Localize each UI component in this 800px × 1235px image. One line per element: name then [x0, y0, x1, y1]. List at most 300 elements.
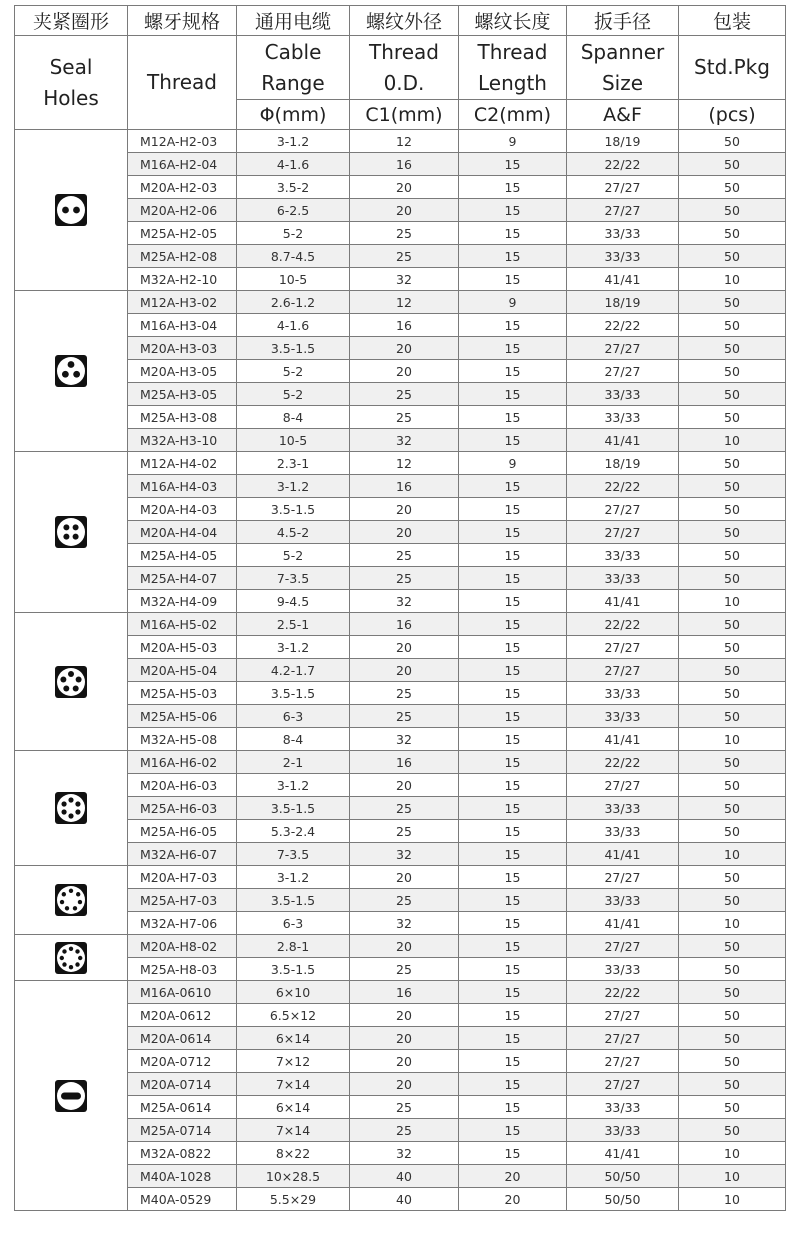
cell-model: M25A-H6-05	[128, 820, 237, 843]
table-row	[15, 797, 786, 820]
cell-od: 25	[350, 1119, 459, 1142]
cell-spanner: 22/22	[567, 981, 679, 1004]
cell-od: 16	[350, 475, 459, 498]
cell-od: 25	[350, 797, 459, 820]
header-row-chinese	[15, 6, 786, 36]
cell-length: 9	[459, 291, 567, 314]
table-row	[15, 130, 786, 153]
cell-model: M40A-1028	[128, 1165, 237, 1188]
cell-od: 25	[350, 567, 459, 590]
table-row	[15, 360, 786, 383]
cell-spanner: 27/27	[567, 774, 679, 797]
cell-model: M25A-H6-03	[128, 797, 237, 820]
cell-length: 15	[459, 360, 567, 383]
cell-length: 15	[459, 682, 567, 705]
cell-model: M16A-H6-02	[128, 751, 237, 774]
cell-length: 15	[459, 429, 567, 452]
cell-model: M25A-H4-07	[128, 567, 237, 590]
header-std-pkg: Std.Pkg	[679, 36, 786, 100]
cell-model: M25A-H5-06	[128, 705, 237, 728]
table-row	[15, 314, 786, 337]
cell-model: M16A-H4-03	[128, 475, 237, 498]
cell-spanner: 33/33	[567, 406, 679, 429]
cell-range: 3-1.2	[237, 774, 350, 797]
cell-length: 9	[459, 130, 567, 153]
cell-spanner: 18/19	[567, 130, 679, 153]
cell-model: M20A-H6-03	[128, 774, 237, 797]
cell-pkg: 50	[679, 636, 786, 659]
cell-length: 15	[459, 1027, 567, 1050]
cell-range: 5-2	[237, 360, 350, 383]
cell-pkg: 10	[679, 429, 786, 452]
cell-length: 15	[459, 590, 567, 613]
cell-od: 16	[350, 981, 459, 1004]
cell-range: 6×14	[237, 1096, 350, 1119]
table-row	[15, 935, 786, 958]
cell-range: 2-1	[237, 751, 350, 774]
cell-pkg: 50	[679, 406, 786, 429]
cell-od: 20	[350, 1073, 459, 1096]
cell-range: 5-2	[237, 383, 350, 406]
cell-model: M12A-H3-02	[128, 291, 237, 314]
cell-pkg: 50	[679, 521, 786, 544]
cell-length: 20	[459, 1188, 567, 1211]
cell-spanner: 33/33	[567, 544, 679, 567]
cell-spanner: 50/50	[567, 1165, 679, 1188]
table-row	[15, 1050, 786, 1073]
cell-spanner: 22/22	[567, 153, 679, 176]
cell-od: 20	[350, 521, 459, 544]
cell-model: M25A-H2-05	[128, 222, 237, 245]
cell-model: M20A-H8-02	[128, 935, 237, 958]
cell-model: M20A-H2-03	[128, 176, 237, 199]
cell-length: 15	[459, 705, 567, 728]
cell-od: 20	[350, 774, 459, 797]
cell-length: 15	[459, 498, 567, 521]
cell-model: M32A-H5-08	[128, 728, 237, 751]
cell-spanner: 33/33	[567, 222, 679, 245]
header-spanner-line2: Size	[601, 70, 644, 95]
cell-model: M20A-H3-05	[128, 360, 237, 383]
header-spanner-line1: Spanner	[580, 39, 665, 64]
cell-length: 15	[459, 613, 567, 636]
cell-pkg: 50	[679, 222, 786, 245]
cell-pkg: 50	[679, 360, 786, 383]
seal-shape-cell	[15, 291, 128, 452]
cell-od: 25	[350, 705, 459, 728]
header-cn-thread-spec: 螺牙规格	[128, 6, 237, 36]
cell-spanner: 41/41	[567, 843, 679, 866]
cell-od: 16	[350, 314, 459, 337]
cell-model: M16A-H5-02	[128, 613, 237, 636]
seal-shape-cell	[15, 866, 128, 935]
cell-pkg: 50	[679, 981, 786, 1004]
cell-model: M12A-H2-03	[128, 130, 237, 153]
table-row	[15, 406, 786, 429]
cell-length: 15	[459, 1096, 567, 1119]
cell-range: 5.5×29	[237, 1188, 350, 1211]
unit-cable-range: Φ(mm)	[237, 100, 350, 130]
cell-pkg: 10	[679, 1188, 786, 1211]
cell-length: 15	[459, 406, 567, 429]
cell-range: 5-2	[237, 544, 350, 567]
table-row	[15, 659, 786, 682]
cell-length: 15	[459, 935, 567, 958]
cell-length: 15	[459, 544, 567, 567]
spec-table-container	[14, 5, 785, 1211]
seal-shape-cell	[15, 452, 128, 613]
cell-model: M12A-H4-02	[128, 452, 237, 475]
cell-pkg: 50	[679, 889, 786, 912]
unit-thread-length: C2(mm)	[459, 100, 567, 130]
cell-spanner: 22/22	[567, 475, 679, 498]
cell-model: M32A-H7-06	[128, 912, 237, 935]
cell-od: 25	[350, 682, 459, 705]
cell-spanner: 33/33	[567, 889, 679, 912]
cell-pkg: 50	[679, 682, 786, 705]
cell-length: 15	[459, 475, 567, 498]
cell-range: 8-4	[237, 728, 350, 751]
cell-range: 4-1.6	[237, 153, 350, 176]
cell-pkg: 10	[679, 1142, 786, 1165]
header-thread-od	[350, 36, 459, 100]
seal-shape-cell	[15, 130, 128, 291]
table-row	[15, 222, 786, 245]
cell-range: 3.5-1.5	[237, 958, 350, 981]
cell-pkg: 50	[679, 1119, 786, 1142]
cell-spanner: 27/27	[567, 521, 679, 544]
cell-od: 25	[350, 889, 459, 912]
cell-spanner: 18/19	[567, 452, 679, 475]
cell-od: 16	[350, 153, 459, 176]
header-cn-package: 包装	[679, 6, 786, 36]
cell-od: 32	[350, 1142, 459, 1165]
cell-length: 15	[459, 912, 567, 935]
cell-length: 15	[459, 797, 567, 820]
cell-length: 15	[459, 567, 567, 590]
cell-spanner: 27/27	[567, 360, 679, 383]
cell-model: M32A-H4-09	[128, 590, 237, 613]
cell-pkg: 50	[679, 176, 786, 199]
cell-pkg: 50	[679, 866, 786, 889]
table-row	[15, 1188, 786, 1211]
cell-model: M32A-H6-07	[128, 843, 237, 866]
cell-od: 25	[350, 406, 459, 429]
cell-range: 5-2	[237, 222, 350, 245]
cell-od: 20	[350, 1027, 459, 1050]
6-hole-icon	[54, 791, 88, 825]
cell-range: 3.5-1.5	[237, 889, 350, 912]
cell-length: 15	[459, 958, 567, 981]
cell-spanner: 41/41	[567, 268, 679, 291]
cell-pkg: 50	[679, 1050, 786, 1073]
cell-length: 15	[459, 153, 567, 176]
cell-pkg: 10	[679, 1165, 786, 1188]
cell-model: M20A-H4-04	[128, 521, 237, 544]
cell-range: 4-1.6	[237, 314, 350, 337]
cell-length: 15	[459, 337, 567, 360]
cell-model: M20A-0714	[128, 1073, 237, 1096]
cell-spanner: 33/33	[567, 958, 679, 981]
cell-od: 32	[350, 590, 459, 613]
table-row	[15, 1027, 786, 1050]
cell-length: 15	[459, 751, 567, 774]
cell-length: 15	[459, 1050, 567, 1073]
cell-model: M32A-H2-10	[128, 268, 237, 291]
cell-spanner: 33/33	[567, 567, 679, 590]
cell-range: 6.5×12	[237, 1004, 350, 1027]
table-row	[15, 291, 786, 314]
cell-pkg: 50	[679, 797, 786, 820]
header-seal-line2: Holes	[43, 85, 99, 110]
cell-pkg: 50	[679, 498, 786, 521]
table-row	[15, 590, 786, 613]
header-cn-thread-od: 螺纹外径	[350, 6, 459, 36]
table-row	[15, 958, 786, 981]
cell-model: M20A-H5-03	[128, 636, 237, 659]
header-row-english	[15, 36, 786, 100]
cell-spanner: 41/41	[567, 912, 679, 935]
table-row	[15, 1165, 786, 1188]
cell-range: 3-1.2	[237, 475, 350, 498]
table-row	[15, 383, 786, 406]
cell-spanner: 41/41	[567, 1142, 679, 1165]
cell-range: 8-4	[237, 406, 350, 429]
cell-pkg: 50	[679, 567, 786, 590]
cell-length: 15	[459, 1119, 567, 1142]
cell-od: 20	[350, 1004, 459, 1027]
cell-pkg: 50	[679, 820, 786, 843]
table-row	[15, 567, 786, 590]
cell-model: M25A-H3-08	[128, 406, 237, 429]
cell-model: M20A-H4-03	[128, 498, 237, 521]
cell-spanner: 18/19	[567, 291, 679, 314]
table-row	[15, 475, 786, 498]
cell-model: M16A-H3-04	[128, 314, 237, 337]
cell-length: 15	[459, 1073, 567, 1096]
cell-od: 20	[350, 866, 459, 889]
cell-range: 2.3-1	[237, 452, 350, 475]
cell-length: 15	[459, 222, 567, 245]
cell-length: 15	[459, 866, 567, 889]
table-row	[15, 1096, 786, 1119]
cell-pkg: 50	[679, 613, 786, 636]
cell-od: 20	[350, 935, 459, 958]
cell-od: 20	[350, 659, 459, 682]
cell-od: 20	[350, 360, 459, 383]
cell-length: 15	[459, 636, 567, 659]
cell-spanner: 27/27	[567, 659, 679, 682]
cell-pkg: 50	[679, 452, 786, 475]
cell-length: 15	[459, 728, 567, 751]
cell-length: 15	[459, 199, 567, 222]
header-cable-line2: Range	[261, 70, 325, 95]
cell-spanner: 33/33	[567, 245, 679, 268]
cell-od: 12	[350, 452, 459, 475]
header-cn-thread-length: 螺纹长度	[459, 6, 567, 36]
cell-od: 40	[350, 1188, 459, 1211]
cell-model: M20A-H7-03	[128, 866, 237, 889]
header-thread: Thread	[128, 36, 237, 130]
table-row	[15, 613, 786, 636]
cell-range: 9-4.5	[237, 590, 350, 613]
cell-range: 6-3	[237, 705, 350, 728]
cell-pkg: 50	[679, 659, 786, 682]
cell-spanner: 27/27	[567, 1027, 679, 1050]
cell-spanner: 22/22	[567, 751, 679, 774]
cell-length: 15	[459, 843, 567, 866]
cell-model: M20A-0612	[128, 1004, 237, 1027]
cell-od: 16	[350, 613, 459, 636]
header-cn-spanner: 扳手径	[567, 6, 679, 36]
table-row	[15, 912, 786, 935]
cell-spanner: 33/33	[567, 1119, 679, 1142]
table-row	[15, 705, 786, 728]
cell-pkg: 50	[679, 544, 786, 567]
table-row	[15, 682, 786, 705]
cell-pkg: 50	[679, 337, 786, 360]
cell-range: 3.5-1.5	[237, 498, 350, 521]
5-hole-icon	[54, 665, 88, 699]
cell-od: 20	[350, 1050, 459, 1073]
table-row	[15, 866, 786, 889]
cell-od: 20	[350, 176, 459, 199]
header-cn-cable-range: 通用电缆	[237, 6, 350, 36]
cell-pkg: 50	[679, 130, 786, 153]
cell-model: M20A-H2-06	[128, 199, 237, 222]
seal-shape-cell	[15, 751, 128, 866]
cell-od: 25	[350, 245, 459, 268]
header-length-line2: Length	[478, 70, 547, 95]
cell-od: 25	[350, 820, 459, 843]
cell-od: 25	[350, 1096, 459, 1119]
cell-od: 25	[350, 383, 459, 406]
flat-cable-hole-icon	[54, 1079, 88, 1113]
cell-model: M25A-H3-05	[128, 383, 237, 406]
cell-range: 3.5-1.5	[237, 337, 350, 360]
cell-range: 3.5-2	[237, 176, 350, 199]
cell-spanner: 27/27	[567, 866, 679, 889]
cell-pkg: 50	[679, 774, 786, 797]
cell-model: M25A-H8-03	[128, 958, 237, 981]
table-row	[15, 199, 786, 222]
cell-spanner: 22/22	[567, 613, 679, 636]
cell-spanner: 27/27	[567, 498, 679, 521]
cell-spanner: 33/33	[567, 682, 679, 705]
cell-od: 40	[350, 1165, 459, 1188]
cell-range: 2.5-1	[237, 613, 350, 636]
seal-shape-cell	[15, 981, 128, 1211]
header-seal-line1: Seal	[49, 54, 93, 79]
seal-shape-cell	[15, 935, 128, 981]
table-row	[15, 774, 786, 797]
8-hole-icon	[54, 941, 88, 975]
cell-pkg: 50	[679, 1027, 786, 1050]
table-body	[15, 130, 786, 1211]
table-row	[15, 337, 786, 360]
cell-spanner: 41/41	[567, 728, 679, 751]
table-row	[15, 429, 786, 452]
cell-length: 15	[459, 820, 567, 843]
cell-spanner: 41/41	[567, 590, 679, 613]
cell-od: 20	[350, 636, 459, 659]
table-row	[15, 1119, 786, 1142]
header-cable-range	[237, 36, 350, 100]
unit-pkg: (pcs)	[679, 100, 786, 130]
cell-od: 12	[350, 130, 459, 153]
table-row	[15, 498, 786, 521]
cell-pkg: 10	[679, 590, 786, 613]
cell-range: 7×14	[237, 1073, 350, 1096]
table-row	[15, 843, 786, 866]
cell-od: 25	[350, 222, 459, 245]
table-row	[15, 1073, 786, 1096]
table-row	[15, 1004, 786, 1027]
cable-gland-spec-table	[14, 5, 786, 1211]
cell-model: M32A-H3-10	[128, 429, 237, 452]
cell-range: 10-5	[237, 268, 350, 291]
cell-range: 3.5-1.5	[237, 682, 350, 705]
cell-pkg: 50	[679, 291, 786, 314]
cell-od: 25	[350, 958, 459, 981]
cell-od: 32	[350, 843, 459, 866]
table-row	[15, 176, 786, 199]
table-header	[15, 6, 786, 130]
cell-od: 12	[350, 291, 459, 314]
table-row	[15, 751, 786, 774]
cell-pkg: 50	[679, 383, 786, 406]
cell-spanner: 27/27	[567, 1073, 679, 1096]
cell-range: 6×10	[237, 981, 350, 1004]
cell-spanner: 27/27	[567, 337, 679, 360]
cell-model: M20A-0614	[128, 1027, 237, 1050]
cell-pkg: 10	[679, 728, 786, 751]
unit-spanner: A&F	[567, 100, 679, 130]
2-hole-icon	[54, 193, 88, 227]
table-row	[15, 820, 786, 843]
cell-range: 8×22	[237, 1142, 350, 1165]
cell-length: 20	[459, 1165, 567, 1188]
cell-pkg: 10	[679, 268, 786, 291]
cell-range: 6-3	[237, 912, 350, 935]
cell-pkg: 50	[679, 475, 786, 498]
cell-od: 16	[350, 751, 459, 774]
cell-range: 10-5	[237, 429, 350, 452]
cell-spanner: 50/50	[567, 1188, 679, 1211]
cell-length: 15	[459, 245, 567, 268]
cell-spanner: 33/33	[567, 705, 679, 728]
cell-spanner: 27/27	[567, 176, 679, 199]
cell-model: M16A-0610	[128, 981, 237, 1004]
cell-range: 6×14	[237, 1027, 350, 1050]
cell-pkg: 50	[679, 1096, 786, 1119]
cell-od: 25	[350, 544, 459, 567]
cell-od: 20	[350, 199, 459, 222]
cell-pkg: 50	[679, 245, 786, 268]
cell-range: 10×28.5	[237, 1165, 350, 1188]
table-row	[15, 521, 786, 544]
table-row	[15, 268, 786, 291]
header-length-line1: Thread	[477, 39, 548, 64]
cell-pkg: 50	[679, 1073, 786, 1096]
cell-od: 32	[350, 912, 459, 935]
cell-spanner: 33/33	[567, 383, 679, 406]
cell-model: M20A-H5-04	[128, 659, 237, 682]
cell-pkg: 10	[679, 912, 786, 935]
cell-range: 7×14	[237, 1119, 350, 1142]
cell-length: 15	[459, 659, 567, 682]
table-row	[15, 544, 786, 567]
